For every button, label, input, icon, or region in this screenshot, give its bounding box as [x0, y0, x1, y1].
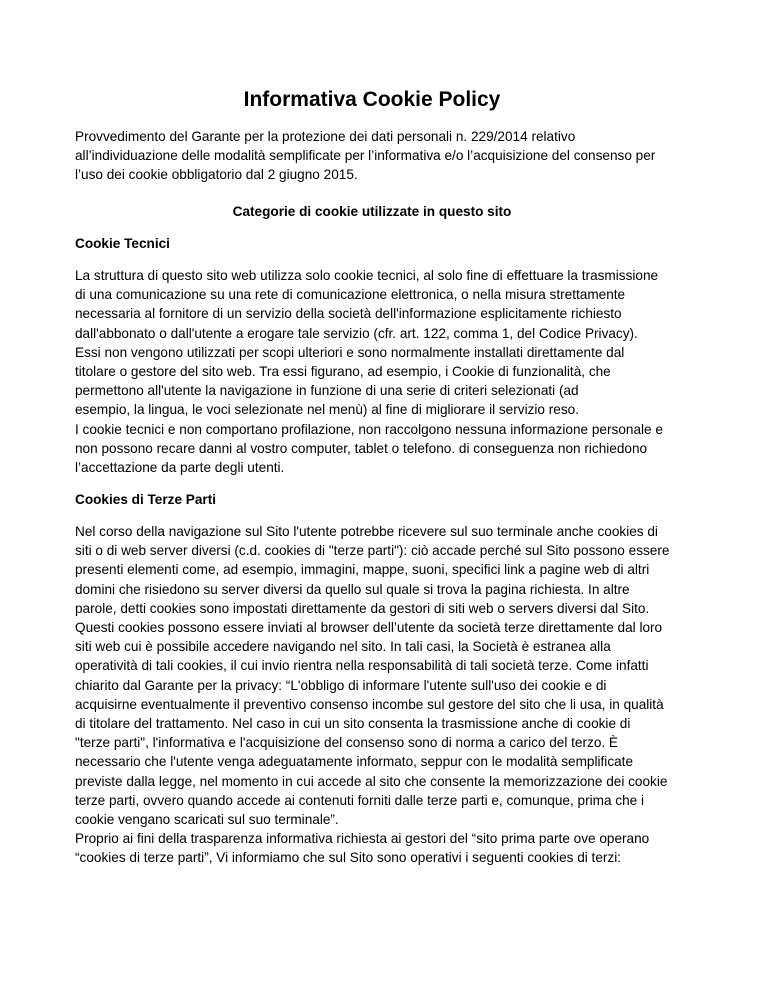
paragraph-line: di una comunicazione su una rete di comunicazione elettronica, o nella misura strettamente: [75, 287, 626, 303]
paragraph-line: La struttura di questo sito web utilizza solo cookie tecnici, al solo fine di effettuare la trasmissione: [75, 268, 659, 283]
paragraph-line: “cookies di terze parti”, Vi informiamo che sul Sito sono operativi i seguenti cookies di terzi:: [75, 850, 622, 866]
paragraph-line: presenti elementi come, ad esempio, immagini, mappe, suoni, specifici link a pagine web di altri: [75, 562, 650, 578]
paragraph-line: siti web cui è possibile accedere navigando nel sito. In tali casi, la Società è estranea alla: [75, 639, 611, 655]
section-heading-cookie-tecnici: Cookie Tecnici: [75, 236, 170, 251]
paragraph-line: Questi cookies possono essere inviati al browser dell’utente da società terze direttamente dal loro: [75, 620, 663, 636]
categories-heading: Categorie di cookie utilizzate in questo sito: [232, 204, 512, 219]
paragraph-line: chiarito dal Garante per la privacy: “L'obbligo di informare l'utente sull'uso dei cookie e di: [75, 677, 607, 693]
paragraph-line: previste dalla legge, nel momento in cui accede al sito che consente la memorizzazione dei cookie: [75, 773, 668, 789]
paragraph-line: "terze parti", l'informativa e l'acquisizione del consenso sono di norma a carico del terzo. È: [75, 735, 618, 751]
intro-line: l’uso dei cookie obbligatorio dal 2 giugno 2015.: [75, 167, 358, 183]
section-body-cookie-tecnici: [75, 266, 695, 477]
section-body-cookies-terze-parti: [75, 522, 695, 868]
paragraph-line: permettono all'utente la navigazione in funzione di una serie di criteri selezionati (ad: [75, 383, 579, 399]
paragraph-line: Proprio ai fini della trasparenza informativa richiesta ai gestori del “sito prima parte ove operano: [75, 831, 650, 847]
paragraph-line: necessario che l'utente venga adeguatamente informato, seppur con le modalità semplificate: [75, 754, 634, 770]
paragraph-line: domini che risiedono su server diversi da quello sul quale si trova la pagina richiesta. In altre: [75, 581, 630, 597]
section-heading-cookies-terze-parti: Cookies di Terze Parti: [75, 492, 217, 507]
paragraph-line: I cookie tecnici e non comportano profilazione, non raccolgono nessuna informazione personale e: [75, 421, 663, 437]
paragraph-line: Essi non vengono utilizzati per scopi ulteriori e sono normalmente installati direttamente dal: [75, 344, 625, 360]
paragraph-line: di titolare del trattamento. Nel caso in cui un sito consenta la trasmissione anche di cookie di: [75, 716, 631, 732]
paragraph-line: acquisirne eventualmente il preventivo consenso incombe sul gestore del sito che li usa, in qualità: [75, 696, 664, 712]
paragraph-line: non possono recare danni al vostro computer, tablet o telefono. di conseguenza non richiedono: [75, 440, 648, 456]
paragraph-line: terze parti, ovvero quando accede ai contenuti forniti dalle terze parti e, comunque, prima che i: [75, 792, 644, 808]
intro-line: Provvedimento del Garante per la protezione dei dati personali n. 229/2014 relativo: [75, 129, 576, 144]
paragraph-line: siti o di web server diversi (c.d. cookies di "terze parti"): ciò accade perché sul Sito possono essere: [75, 543, 670, 559]
paragraph-line: cookie vengano scaricati sul suo terminale”.: [75, 812, 339, 828]
paragraph-line: esempio, la lingua, le voci selezionate nel menù) al fine di migliorare il servizio reso.: [75, 402, 579, 418]
paragraph-line: necessaria al fornitore di un servizio della società dell'informazione esplicitamente richiesto: [75, 306, 622, 322]
paragraph-line: parole, detti cookies sono impostati direttamente da gestori di siti web o servers diversi dal Sito.: [75, 600, 650, 616]
intro-paragraph: [75, 127, 695, 185]
paragraph-line: titolare o gestore del sito web. Tra essi figurano, ad esempio, i Cookie di funzionalità, che: [75, 364, 611, 380]
paragraph-line: operatività di tali cookies, il cui invio rientra nella responsabilità di tali società terze. Come infatti: [75, 658, 649, 674]
paragraph-line: Nel corso della navigazione sul Sito l'utente potrebbe ricevere sul suo terminale anche cookies di: [75, 524, 658, 539]
page-title: Informativa Cookie Policy: [243, 88, 501, 111]
paragraph-line: l’accettazione da parte degli utenti.: [75, 460, 285, 476]
paragraph-line: dall'abbonato o dall'utente a erogare tale servizio (cfr. art. 122, comma 1, del Codice Privacy).: [75, 325, 638, 341]
intro-line: all’individuazione delle modalità semplificate per l’informativa e/o l’acquisizione del consenso per: [75, 148, 656, 164]
